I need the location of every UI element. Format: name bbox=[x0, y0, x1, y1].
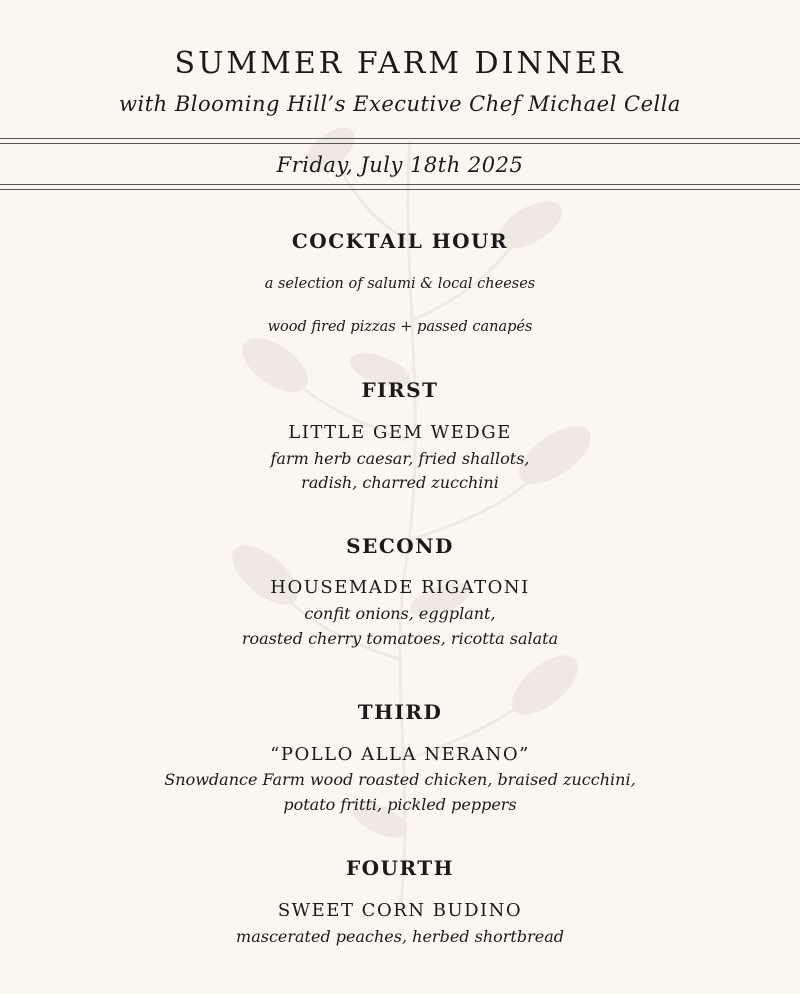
fourth-course-dish: SWEET CORN BUDINO bbox=[277, 900, 523, 921]
first-course-dish: LITTLE GEM WEDGE bbox=[288, 422, 512, 443]
chef-subtitle: with Blooming Hill’s Executive Chef Michael Cella bbox=[119, 92, 681, 116]
cocktail-hour-heading: COCKTAIL HOUR bbox=[291, 229, 509, 253]
second-course-dish: HOUSEMADE RIGATONI bbox=[270, 577, 530, 598]
bottom-divider-upper bbox=[0, 184, 800, 185]
second-course-desc-1: confit onions, eggplant, bbox=[304, 604, 496, 623]
top-divider-lower bbox=[0, 143, 800, 144]
fourth-course-desc-1: mascerated peaches, herbed shortbread bbox=[236, 927, 564, 946]
fourth-course-heading: FOURTH bbox=[345, 856, 455, 880]
third-course-heading: THIRD bbox=[357, 700, 443, 724]
third-course-dish: “POLLO ALLA NERANO” bbox=[270, 744, 530, 765]
second-course-desc-2: roasted cherry tomatoes, ricotta salata bbox=[241, 629, 559, 648]
top-divider-upper bbox=[0, 138, 800, 139]
first-course-heading: FIRST bbox=[361, 378, 439, 402]
second-course-heading: SECOND bbox=[346, 534, 454, 558]
first-course-desc-1: farm herb caesar, fried shallots, bbox=[270, 449, 530, 468]
event-date: Friday, July 18th 2025 bbox=[276, 153, 524, 177]
page-title: SUMMER FARM DINNER bbox=[174, 46, 626, 81]
first-course-desc-2: radish, charred zucchini bbox=[301, 473, 499, 492]
third-course-desc-1: Snowdance Farm wood roasted chicken, braised zucchini, bbox=[164, 770, 636, 789]
cocktail-line-1: a selection of salumi & local cheeses bbox=[264, 276, 536, 292]
bottom-divider-lower bbox=[0, 189, 800, 190]
third-course-desc-2: potato fritti, pickled peppers bbox=[283, 795, 517, 814]
cocktail-line-2: wood fired pizzas + passed canapés bbox=[267, 319, 533, 335]
